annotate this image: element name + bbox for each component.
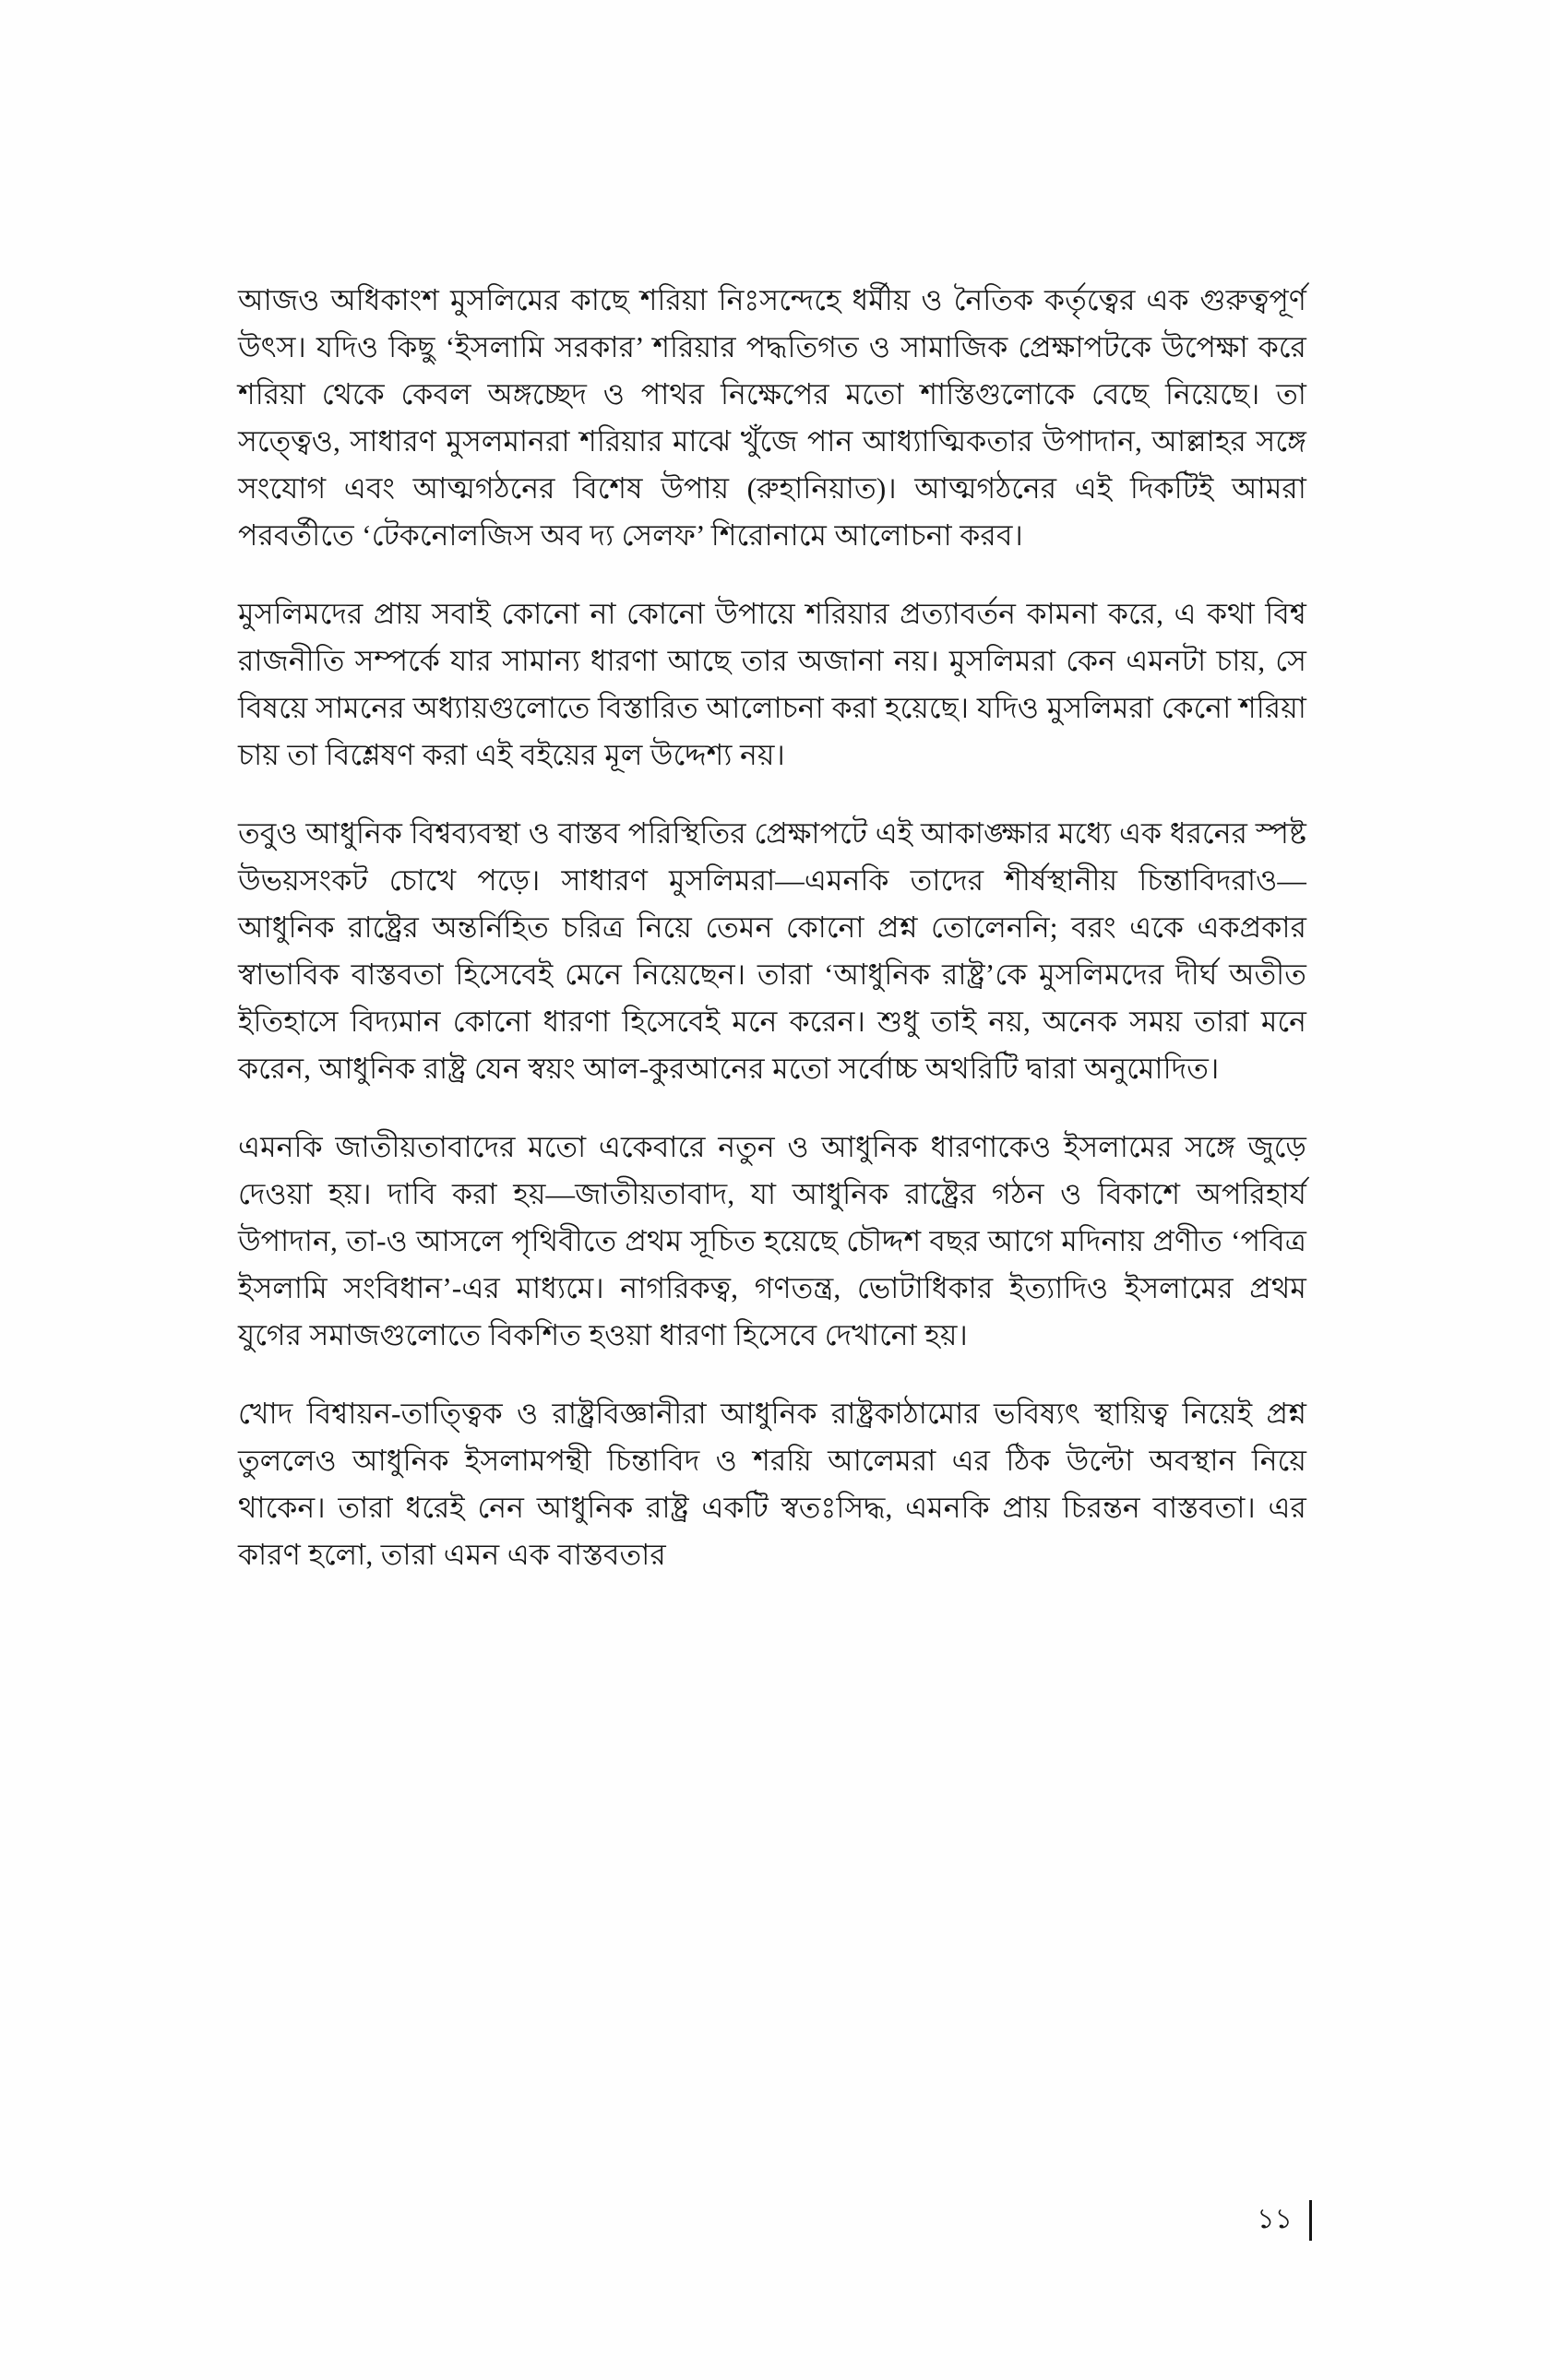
paragraph: তবুও আধুনিক বিশ্বব্যবস্থা ও বাস্তব পরিস্থিতির প্রেক্ষাপটে এই আকাঙ্ক্ষার মধ্যে এক ধরনের স্পষ্ট উভয়সংকট চোখে পড়ে। সাধারণ মুসলিমরা—এমনকি তাদের শীর্ষস্থানীয় চিন্তাবিদরাও—আধুনিক রাষ্ট্রের অন্তর্নিহিত চরিত্র নিয়ে তেমন কোনো প্রশ্ন তোলেননি; বরং একে একপ্রকার স্বাভাবিক বাস্তবতা হিসেবেই মেনে নিয়েছেন। তারা ‘আধুনিক রাষ্ট্র’কে মুসলিমদের দীর্ঘ অতীত ইতিহাসে বিদ্যমান কোনো ধারণা হিসেবেই মনে করেন। শুধু তাই নয়, অনেক সময় তারা মনে করেন, আধুনিক রাষ্ট্র যেন স্বয়ং আল-কুরআনের মতো সর্বোচ্চ অথরিটি দ্বারা অনুমোদিত। [238, 817, 1306, 1086]
body-text-column [238, 277, 1306, 1578]
page-footer [1257, 2196, 1312, 2243]
paragraph: এমনকি জাতীয়তাবাদের মতো একেবারে নতুন ও আধুনিক ধারণাকেও ইসলামের সঙ্গে জুড়ে দেওয়া হয়। দাবি করা হয়—জাতীয়তাবাদ, যা আধুনিক রাষ্ট্রের গঠন ও বিকাশে অপরিহার্য উপাদান, তা-ও আসলে পৃথিবীতে প্রথম সূচিত হয়েছে চৌদ্দশ বছর আগে মদিনায় প্রণীত ‘পবিত্র ইসলামি সংবিধান’-এর মাধ্যমে। নাগরিকত্ব, গণতন্ত্র, ভোটাধিকার ইত্যাদিও ইসলামের প্রথম যুগের সমাজগুলোতে বিকশিত হওয়া ধারণা হিসেবে দেখানো হয়। [238, 1131, 1306, 1352]
page-number: ১১ [1257, 2204, 1293, 2234]
paragraph: আজও অধিকাংশ মুসলিমের কাছে শরিয়া নিঃসন্দেহে ধর্মীয় ও নৈতিক কর্তৃত্বের এক গুরুত্বপূর্ণ উৎস। যদিও কিছু ‘ইসলামি সরকার’ শরিয়ার পদ্ধতিগত ও সামাজিক প্রেক্ষাপটকে উপেক্ষা করে শরিয়া থেকে কেবল অঙ্গচ্ছেদ ও পাথর নিক্ষেপের মতো শাস্তিগুলোকে বেছে নিয়েছে। তা সত্ত্বেও, সাধারণ মুসলমানরা শরিয়ার মাঝে খুঁজে পান আধ্যাত্মিকতার উপাদান, আল্লাহর সঙ্গে সংযোগ এবং আত্মগঠনের বিশেষ উপায় (রুহানিয়াত)। আত্মগঠনের এই দিকটিই আমরা পরবর্তীতে ‘টেকনোলজিস অব দ্য সেলফ’ শিরোনামে আলোচনা করব। [238, 284, 1306, 553]
footer-divider [1309, 2200, 1312, 2241]
paragraph: খোদ বিশ্বায়ন-তাত্ত্বিক ও রাষ্ট্রবিজ্ঞানীরা আধুনিক রাষ্ট্রকাঠামোর ভবিষ্যৎ স্থায়িত্ব নিয়েই প্রশ্ন তুললেও আধুনিক ইসলামপন্থী চিন্তাবিদ ও শরয়ি আলেমরা এর ঠিক উল্টো অবস্থান নিয়ে থাকেন। তারা ধরেই নেন আধুনিক রাষ্ট্র একটি স্বতঃসিদ্ধ, এমনকি প্রায় চিরন্তন বাস্তবতা। এর কারণ হলো, তারা এমন এক বাস্তবতার [238, 1398, 1306, 1572]
paragraph: মুসলিমদের প্রায় সবাই কোনো না কোনো উপায়ে শরিয়ার প্রত্যাবর্তন কামনা করে, এ কথা বিশ্ব রাজনীতি সম্পর্কে যার সামান্য ধারণা আছে তার অজানা নয়। মুসলিমরা কেন এমনটা চায়, সে বিষয়ে সামনের অধ্যায়গুলোতে বিস্তারিত আলোচনা করা হয়েছে। যদিও মুসলিমরা কেনো শরিয়া চায় তা বিশ্লেষণ করা এই বইয়ের মূল উদ্দেশ্য নয়। [238, 598, 1306, 772]
